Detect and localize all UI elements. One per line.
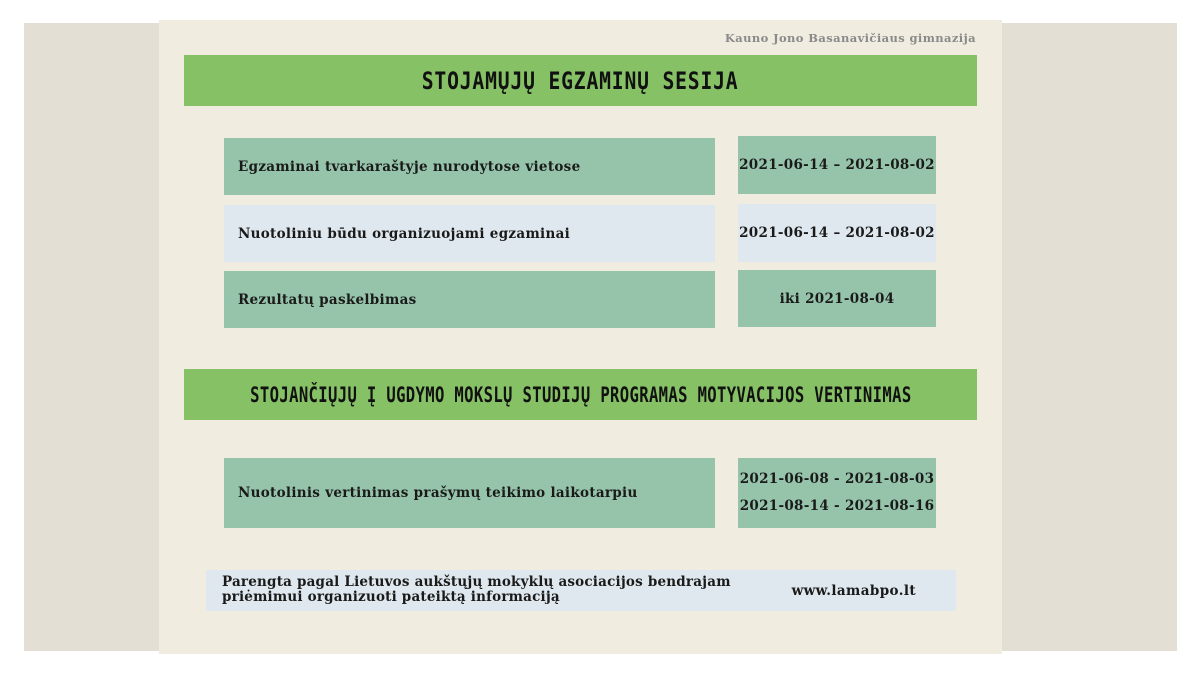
slide — [159, 20, 1002, 654]
source-note-line-1: Parengta pagal Lietuvos aukštųjų mokyklų asociacijos bendrajam — [222, 574, 731, 590]
row-label-results: Rezultatų paskelbimas — [224, 271, 715, 328]
row-label-remote-exams: Nuotoliniu būdu organizuojami egzaminai — [224, 205, 715, 262]
motivation-assessment-title: STOJANČIŲJŲ Į UGDYMO MOKSLŲ STUDIJŲ PROGRAMAS MOTYVACIJOS VERTINIMAS — [249, 382, 912, 407]
row-label-onsite-exams: Egzaminai tvarkaraštyje nurodytose vietose — [224, 138, 715, 195]
source-footer — [206, 570, 956, 611]
source-note — [222, 575, 742, 605]
motivation-assessment-banner — [184, 369, 977, 420]
row-date-results: iki 2021-08-04 — [738, 270, 936, 327]
source-note-line-2: priėmimui organizuoti pateiktą informaciją — [222, 589, 560, 605]
row-dates-remote-assessment — [738, 458, 936, 528]
assessment-date-2: 2021-08-14 - 2021-08-16 — [739, 498, 935, 514]
exam-session-banner — [184, 55, 977, 106]
row-date-onsite-exams: 2021-06-14 – 2021-08-02 — [738, 136, 936, 194]
assessment-date-1: 2021-06-08 - 2021-08-03 — [739, 471, 935, 487]
source-link[interactable]: www.lamabpo.lt — [791, 582, 916, 599]
row-date-remote-exams: 2021-06-14 – 2021-08-02 — [738, 204, 936, 262]
row-label-remote-assessment: Nuotolinis vertinimas prašymų teikimo laikotarpiu — [224, 458, 715, 528]
school-name: Kauno Jono Basanavičiaus gimnazija — [724, 31, 976, 45]
exam-session-title: STOJAMŲJŲ EGZAMINŲ SESIJA — [422, 66, 739, 95]
